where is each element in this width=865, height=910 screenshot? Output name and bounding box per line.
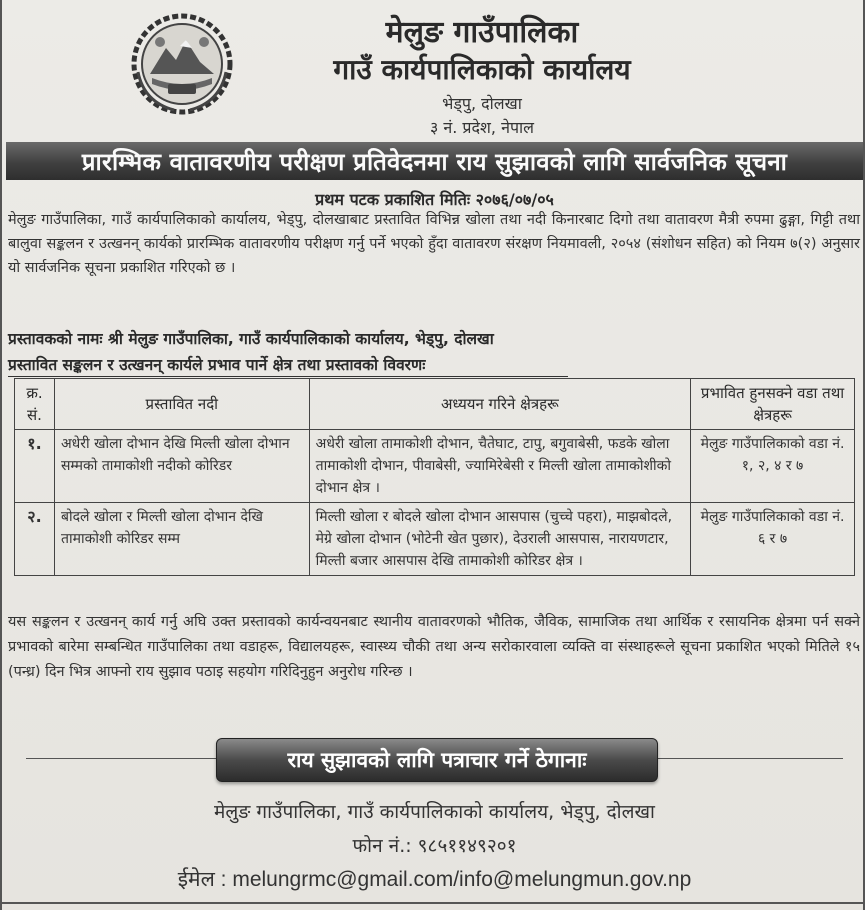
row-river: अधेरी खोला दोभान देखि मिल्ती खोला दोभान सम्मको तामाकोशी नदीको कोरिडर bbox=[54, 430, 309, 503]
municipality-name: मेलुङ गाउँपालिका bbox=[385, 15, 579, 50]
table-header-row bbox=[15, 379, 855, 430]
contact-email: ईमेल : melungrmc@gmail.com/info@melungmun.gov.np bbox=[177, 868, 692, 891]
header-sn: क्र. सं. bbox=[15, 379, 55, 430]
header bbox=[2, 6, 865, 138]
row-areas: अधेरी खोला तामाकोशी दोभान, चैतेघाट, टापु, बगुवाबेसी, फडके खोला तामाकोशी दोभान, पीवाबेसी, ज्यामिरेबेसी र मिल्ती खोला तामाकोशीको दोभान क्षेत्र । bbox=[309, 430, 690, 503]
table-row bbox=[15, 503, 855, 576]
row-sn: १. bbox=[15, 430, 55, 503]
table-row bbox=[15, 430, 855, 503]
contact-address: मेलुङ गाउँपालिका, गाउँ कार्यपालिकाको कार्यालय, भेड्पु, दोलखा bbox=[214, 801, 655, 823]
row-sn: २. bbox=[15, 503, 55, 576]
contact-heading-wrap bbox=[2, 736, 865, 786]
header-river: प्रस्तावित नदी bbox=[54, 379, 309, 430]
row-river: बोदले खोला र मिल्ती खोला दोभान देखि तामाकोशी कोरिडर सम्म bbox=[54, 503, 309, 576]
office-name: गाउँ कार्यपालिकाको कार्यालय bbox=[333, 53, 631, 86]
proponent-line: प्रस्तावकको नामः श्री मेलुङ गाउँपालिका, गाउँ कार्यपालिकाको कार्यालय, भेड्पु, दोलखा bbox=[8, 330, 494, 348]
notice-title-banner: प्रारम्भिक वातावरणीय परीक्षण प्रतिवेदनमा राय सुझावको लागि सार्वजनिक सूचना bbox=[6, 142, 863, 180]
closing-paragraph: यस सङ्कलन र उत्खनन् कार्य गर्नु अघि उक्त प्रस्तावको कार्यन्वयनबाट स्थानीय वातावरणको भौतिक, जैविक, सामाजिक तथा आर्थिक र रसायनिक क्षेत्रमा पर्न सक्ने प्रभावको बारेमा सम्बन्धित गाउँपालिका तथा वडाहरू, विद्यालयहरू, स्वास्थ्य चौकी तथा अन्य सरोकारवाला व्यक्ति वा संस्थाहरूले सूचना प्रकाशित भएको मितिले १५ (पन्ध्र) दिन भित्र आफ्नो राय सुझाव पठाइ सहयोग गरिदिनुहुन अनुरोध गरिन्छ । bbox=[8, 614, 860, 680]
header-wards: प्रभावित हुनसक्ने वडा तथा क्षेत्रहरू bbox=[691, 379, 855, 430]
contact-heading: राय सुझावको लागि पत्राचार गर्ने ठेगानाः bbox=[216, 738, 658, 782]
contact-phone: फोन नं.: ९८५११४९२०१ bbox=[352, 835, 517, 857]
header-areas: अध्ययन गरिने क्षेत्रहरू bbox=[309, 379, 690, 430]
province-line: ३ नं. प्रदेश, नेपाल bbox=[429, 118, 535, 137]
divider bbox=[2, 902, 863, 904]
published-date: प्रथम पटक प्रकाशित मितिः २०७६/०७/०५ bbox=[315, 190, 554, 209]
office-address: भेड्पु, दोलखा bbox=[442, 94, 522, 113]
intro-paragraph: मेलुङ गाउँपालिका, गाउँ कार्यपालिकाको कार्यालय, भेड्पु, दोलखाबाट प्रस्तावित विभिन्न खोला तथा नदी किनारबाट दिगो तथा वातावरण मैत्री रुपमा ढुङ्गा, गिट्टी तथा बालुवा सङ्कलन र उत्खनन् कार्यको प्रारम्भिक वातावरणीय परीक्षण गर्नु पर्ने भएको हुँदा वातावरण संरक्षण नियमावली, २०५४ (संशोधन सहित) को नियम ७(२) अनुसार यो सार्वजनिक सूचना प्रकाशित गरिएको छ । bbox=[8, 212, 860, 276]
affected-areas-table bbox=[14, 378, 855, 576]
nepal-emblem-icon bbox=[130, 12, 234, 116]
table-caption: प्रस्तावित सङ्कलन र उत्खनन् कार्यले प्रभाव पार्ने क्षेत्र तथा प्रस्तावको विवरणः bbox=[8, 353, 568, 377]
row-areas: मिल्ती खोला र बोदले खोला दोभान आसपास (चुच्चे पहरा), माझबोदले, मेग्रे खोला दोभान (भोटेनी खेत पुछार), देउराली आसपास, नारायणटार, मिल्ती बजार आसपास देखि तामाकोशी कोरिडर क्षेत्र । bbox=[309, 503, 690, 576]
row-wards: मेलुङ गाउँपालिकाको वडा नं. ६ र ७ bbox=[691, 503, 855, 576]
row-wards: मेलुङ गाउँपालिकाको वडा नं. १, २, ४ र ७ bbox=[691, 430, 855, 503]
